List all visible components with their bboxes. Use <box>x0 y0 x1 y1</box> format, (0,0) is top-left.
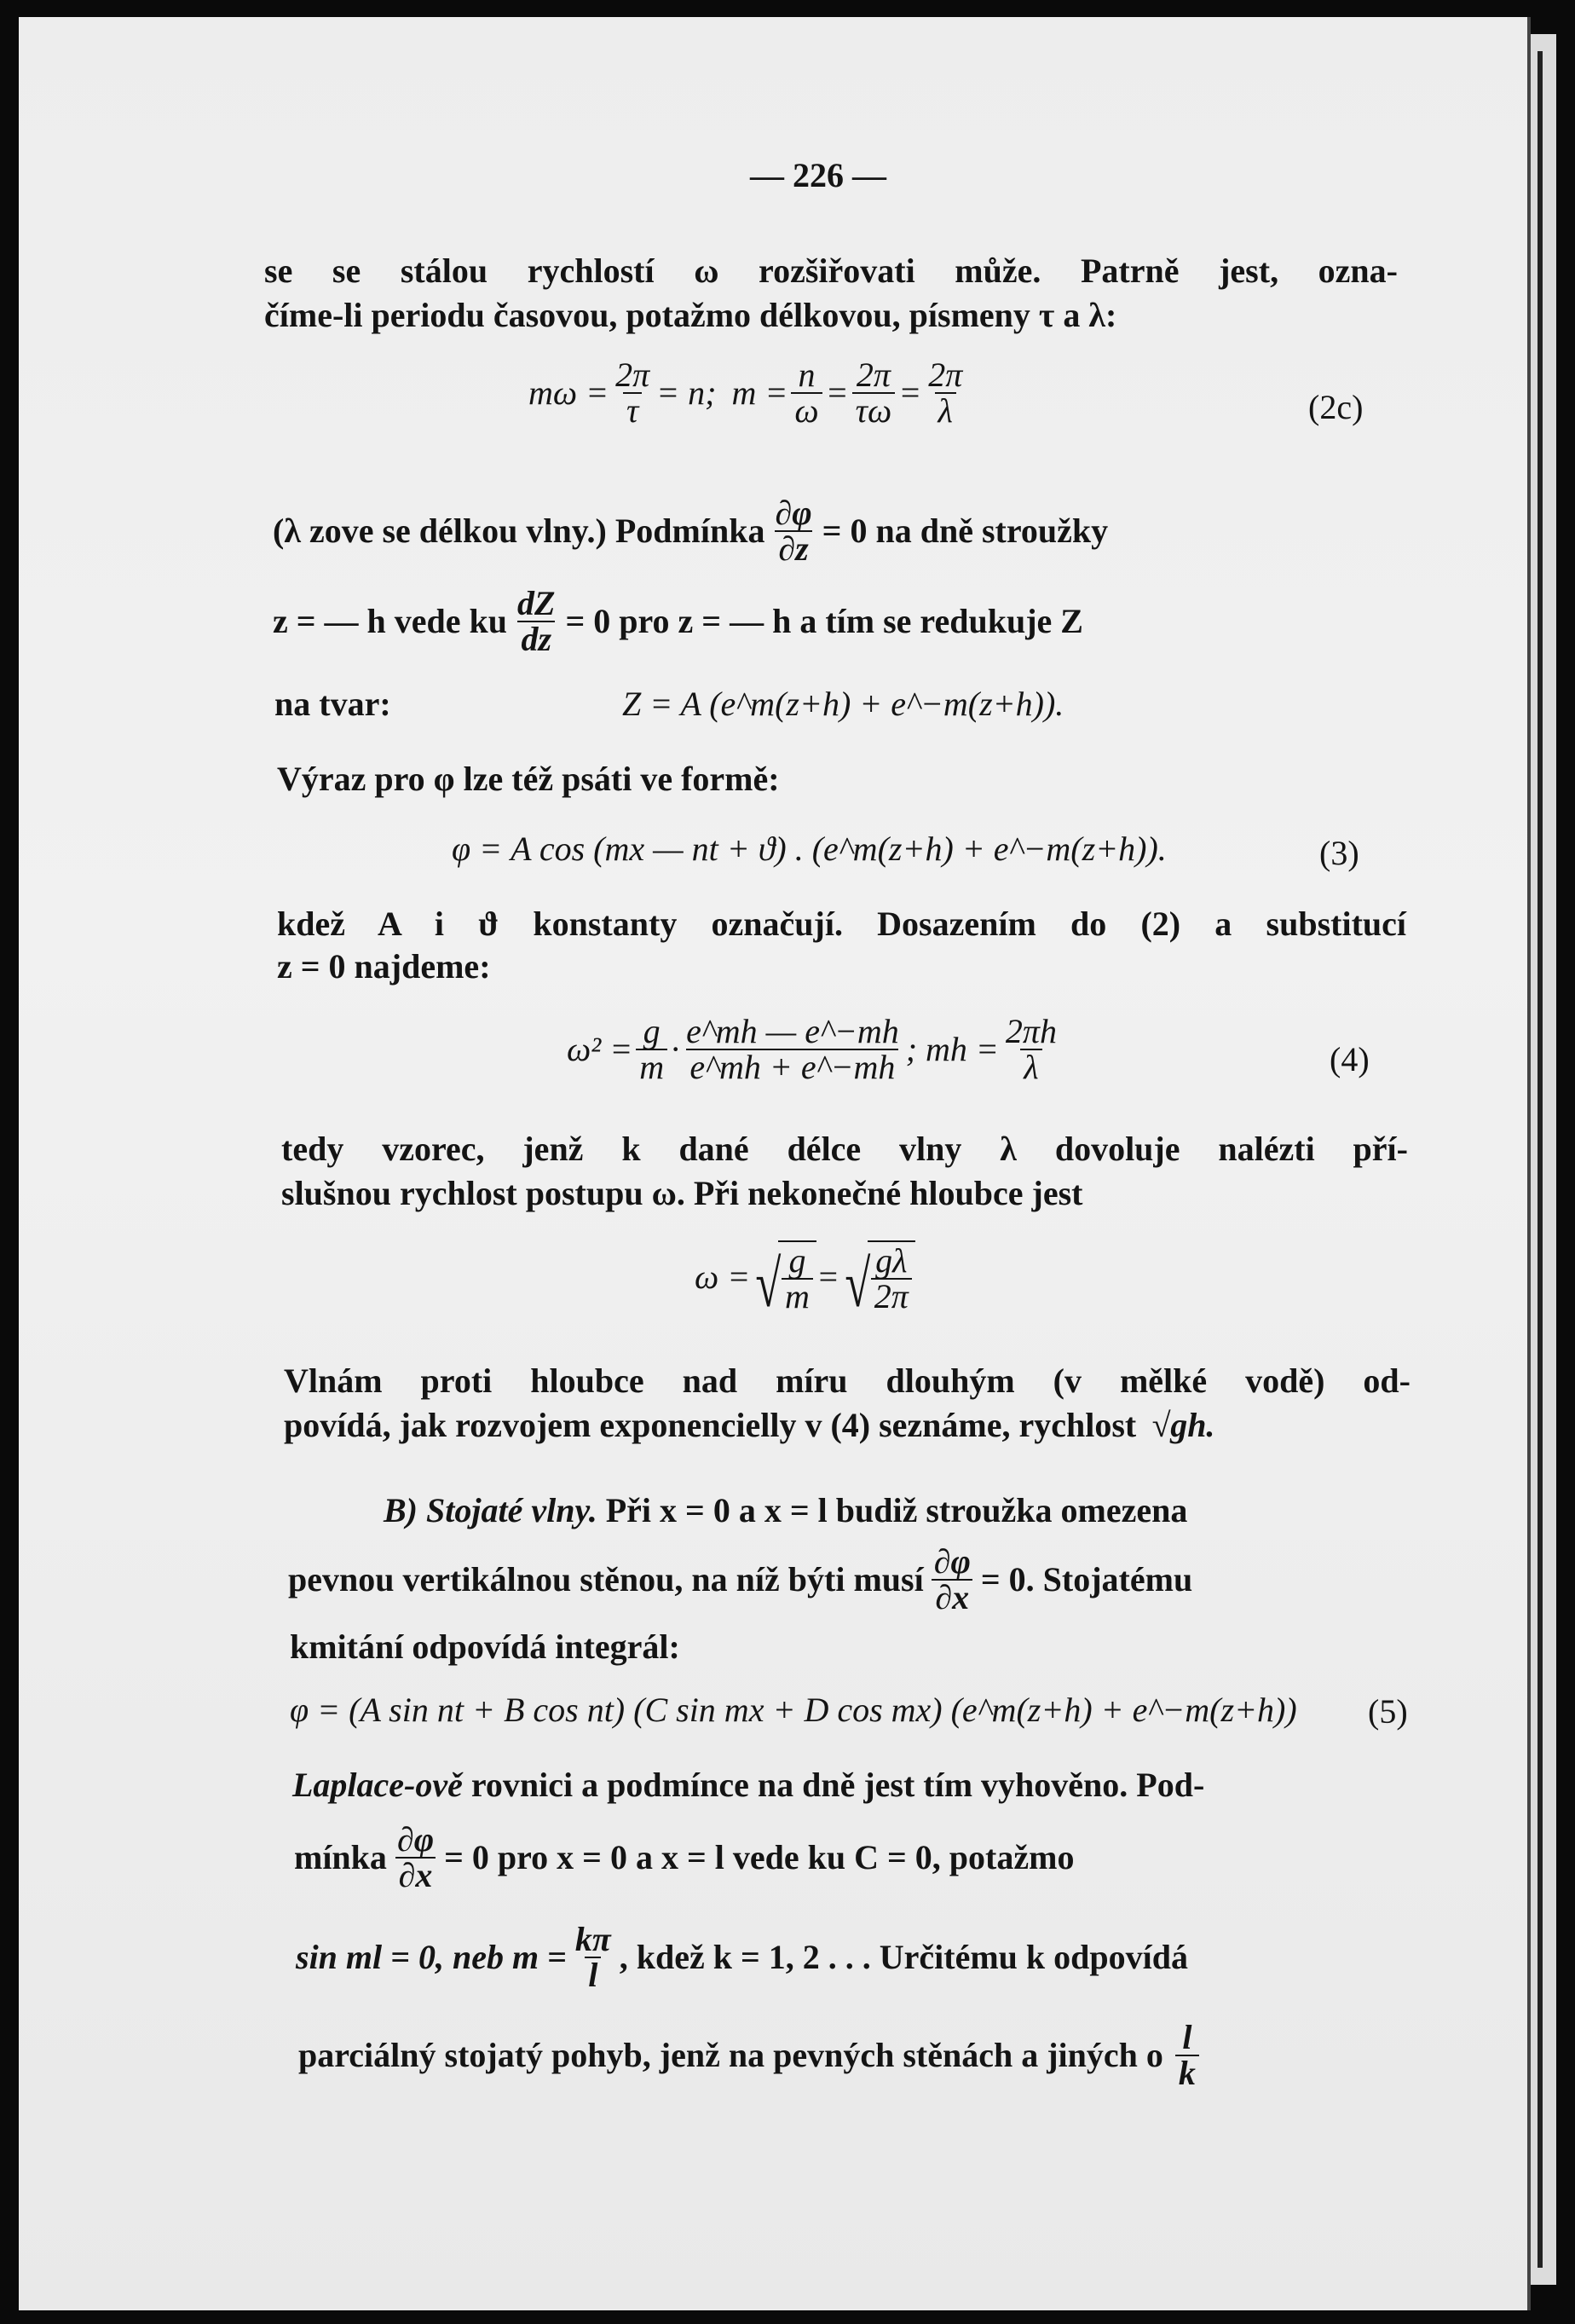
math-term: mω = <box>528 373 609 412</box>
denominator: λ <box>935 392 956 428</box>
numerator: 2π <box>615 356 650 394</box>
text-line <box>298 2020 1203 2090</box>
text-span: = 0. Stojatému <box>980 1560 1193 1598</box>
fraction <box>636 1012 667 1086</box>
text-line <box>384 1489 1187 1533</box>
denominator: τω <box>852 392 896 428</box>
text-line: kdež A i ϑ konstanty označují. Dosazením do (2) a substitucí <box>277 905 1406 943</box>
fraction <box>572 1922 614 1992</box>
text-line: na tvar: <box>274 685 391 723</box>
numerator: l <box>1182 2018 1192 2056</box>
math-term: = n; <box>656 373 717 412</box>
fraction <box>1175 2020 1199 2090</box>
math-term: ω = <box>695 1257 751 1296</box>
numerator: e^mh — e^−mh <box>686 1012 899 1050</box>
fraction <box>782 1241 813 1315</box>
text-span: = 0 pro x = 0 a x = l vede ku C = 0, potažmo <box>444 1838 1075 1876</box>
section-heading: B) Stojaté vlny. <box>384 1491 597 1529</box>
equation-tag: (3) <box>1319 834 1359 872</box>
equation-4 <box>567 1012 1064 1086</box>
equation-tag: (5) <box>1368 1692 1408 1731</box>
text-span: z = — h vede ku <box>273 602 508 640</box>
numerator: g <box>788 1241 806 1280</box>
text-line <box>284 1403 1214 1448</box>
text-span: pevnou vertikálnou stěnou, na níž býti musí <box>288 1560 924 1598</box>
fraction <box>1002 1012 1060 1086</box>
math-term: · <box>671 1030 680 1068</box>
text-line: kmitání odpovídá integrál: <box>290 1627 680 1666</box>
text-line <box>296 1922 1188 1992</box>
numerator: n <box>798 356 816 394</box>
fraction <box>394 1820 437 1894</box>
text-line <box>273 584 1083 658</box>
text-span: = 0 na dně stroužky <box>822 512 1109 550</box>
page-edge <box>1531 34 1556 2285</box>
text-span: rovnici a podmínce na dně jest tím vyhověno. Pod- <box>470 1766 1205 1804</box>
math-term: √gh. <box>1151 1406 1215 1444</box>
text-line <box>273 496 1108 566</box>
fraction <box>514 584 558 658</box>
text-span: parciálný stojatý pohyb, jenž na pevných stěnách a jiných o <box>298 2036 1163 2074</box>
text-line: tedy vzorec, jenž k dané délce vlny λ dovoluje nalézti pří- <box>281 1130 1408 1168</box>
fraction <box>683 1012 903 1086</box>
equation-2c <box>528 358 969 428</box>
text-line: z = 0 najdeme: <box>277 947 491 986</box>
text-line: Vlnám proti hloubce nad míru dlouhým (v mělké vodě) od- <box>284 1361 1411 1400</box>
numerator: 2π <box>928 356 963 394</box>
math-term: ; mh = <box>905 1030 999 1068</box>
fraction <box>925 358 966 428</box>
text-span: Laplace-ově <box>292 1766 463 1804</box>
numerator: ∂φ <box>396 1820 435 1859</box>
square-root: √ $\frac{g}{m}$ <box>750 1240 816 1314</box>
numerator: g <box>643 1012 661 1050</box>
equation-sqrt <box>695 1240 915 1321</box>
denominator: τ <box>623 392 642 428</box>
text-span: , kdež k = 1, 2 . . . Určitému k odpovídá <box>619 1938 1188 1976</box>
denominator: l <box>585 1957 601 1992</box>
equation-tag: (2c) <box>1308 388 1364 426</box>
numerator: gλ <box>875 1241 908 1280</box>
math-term: ω² = <box>567 1030 633 1068</box>
denominator: m <box>636 1049 667 1084</box>
fraction <box>871 1241 912 1315</box>
text-line <box>288 1542 1193 1616</box>
fraction <box>612 358 653 428</box>
numerator: 2πh <box>1005 1012 1057 1050</box>
equation: Z = A (e^m(z+h) + e^−m(z+h)). <box>622 685 1064 723</box>
text-span: povídá, jak rozvojem exponencielly v (4) seznáme, rychlost <box>284 1406 1137 1444</box>
text-span: Při x = 0 a x = l budiž stroužka omezena <box>605 1491 1188 1529</box>
text-span: (λ zove se délkou vlny.) Podmínka <box>273 512 765 550</box>
fraction <box>852 358 896 428</box>
text-line: se se stálou rychlostí ω rozšiřovati může. Patrně jest, ozna- <box>264 251 1398 290</box>
fraction <box>931 1542 974 1616</box>
numerator: ∂φ <box>933 1542 971 1581</box>
denominator: ∂x <box>395 1857 436 1893</box>
numerator: 2π <box>856 356 891 394</box>
text-line <box>294 1820 1075 1894</box>
text-line: číme-li periodu časovou, potažmo délkovou, písmeny τ a λ: <box>264 296 1117 334</box>
equation-5: φ = (A sin nt + B cos nt) (C sin mx + D cos mx) (e^m(z+h) + e^−m(z+h)) <box>290 1691 1297 1729</box>
text-span: mínka <box>294 1838 387 1876</box>
text-line <box>292 1763 1204 1807</box>
equation-3: φ = A cos (mx — nt + ϑ) . (e^m(z+h) + e^−m(z+h)). <box>452 830 1167 868</box>
text-line: slušnou rychlost postupu ω. Při nekonečné hloubce jest <box>281 1174 1083 1212</box>
text-span: = 0 pro z = — h a tím se redukuje Z <box>565 602 1083 640</box>
text-span: sin ml = 0, neb m = <box>296 1938 567 1976</box>
math-term: = <box>825 373 849 412</box>
math-term: m = <box>731 373 788 412</box>
denominator: ∂x <box>932 1579 972 1615</box>
denominator: dz <box>517 621 555 656</box>
binding-edge <box>1538 51 1543 2268</box>
denominator: k <box>1175 2055 1199 2090</box>
denominator: ω <box>791 392 822 428</box>
numerator: dZ <box>517 584 556 622</box>
denominator: e^mh + e^−mh <box>686 1049 898 1084</box>
fraction <box>771 496 815 566</box>
equation-tag: (4) <box>1330 1040 1370 1078</box>
denominator: ∂z <box>775 530 811 566</box>
math-term: = <box>898 373 922 412</box>
fraction <box>791 358 822 428</box>
math-term: = <box>816 1257 839 1296</box>
denominator: 2π <box>871 1278 912 1314</box>
denominator: λ <box>1020 1049 1041 1084</box>
numerator: ∂φ <box>775 494 812 532</box>
page-number: — 226 — <box>750 156 886 194</box>
denominator: m <box>782 1278 813 1314</box>
numerator: kπ <box>574 1920 611 1958</box>
text-line: Výraz pro φ lze též psáti ve formě: <box>277 760 780 798</box>
square-root: √ $\frac{g\lambda}{2\pi}$ <box>839 1240 915 1314</box>
